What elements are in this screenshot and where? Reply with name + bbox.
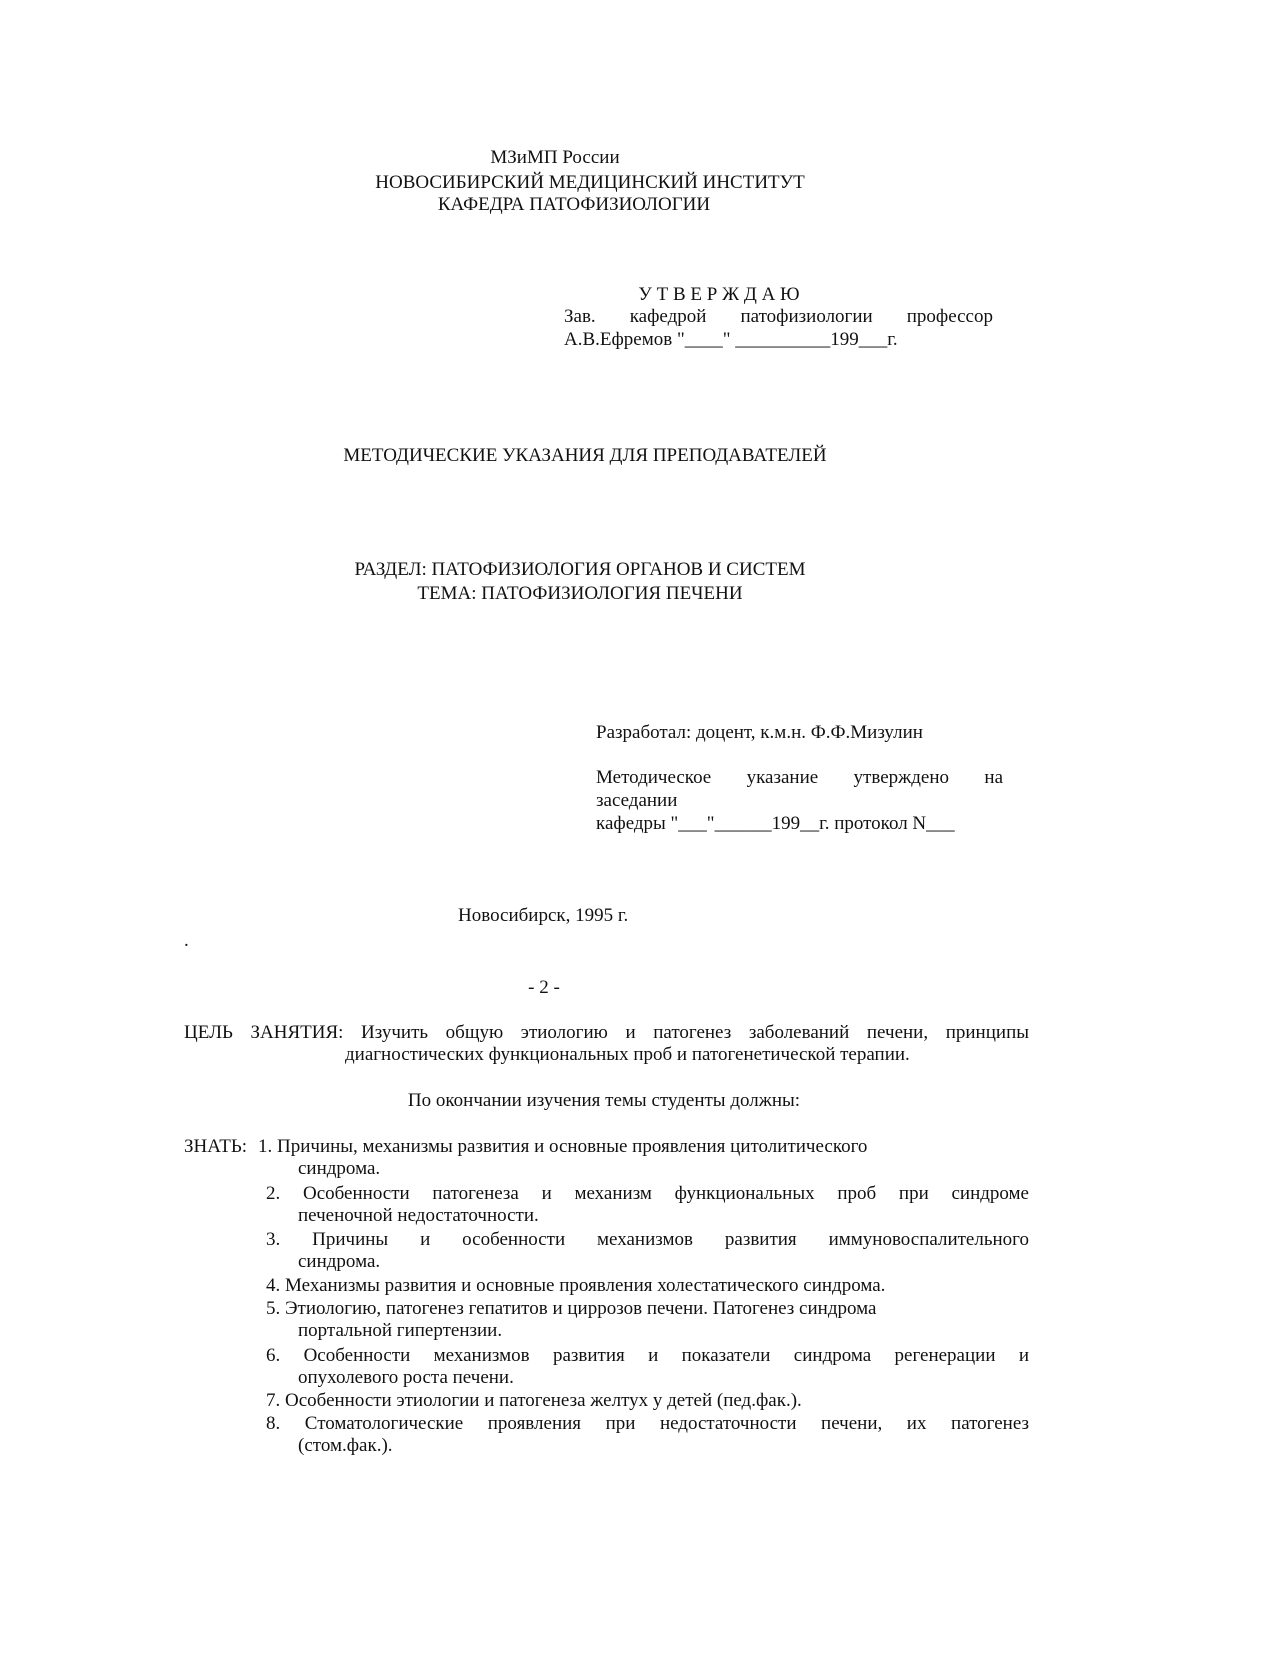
institute-name: НОВОСИБИРСКИЙ МЕДИЦИНСКИЙ ИНСТИТУТ [375,172,805,193]
know-item-8-line-2: (стом.фак.). [298,1435,393,1456]
city-year: Новосибирск, 1995 г. [458,905,629,926]
know-item-8-line-1: 8. Стоматологические проявления при недостаточности печени, их патогенез [266,1413,1029,1434]
know-item-7-line-1: 7. Особенности этиологии и патогенеза желтух у детей (пед.фак.). [266,1390,802,1411]
know-item-1-line-2: синдрома. [298,1158,381,1179]
approved-note-line-3: кафедры "___"______199__г. протокол N___ [596,813,955,834]
know-item-4-line-1: 4. Механизмы развития и основные проявления холестатического синдрома. [266,1275,886,1296]
document-title: МЕТОДИЧЕСКИЕ УКАЗАНИЯ ДЛЯ ПРЕПОДАВАТЕЛЕЙ [343,445,827,466]
after-study-line: По окончании изучения темы студенты должны: [407,1090,801,1111]
know-item-1-line-1: 1. Причины, механизмы развития и основные проявления цитолитического [258,1136,868,1157]
approved-note-line-1: Методическое указание утверждено на [596,767,1003,788]
goal-line-1: ЦЕЛЬ ЗАНЯТИЯ: Изучить общую этиологию и патогенез заболеваний печени, принципы [184,1022,1029,1043]
goal-line-2: диагностических функциональных проб и патогенетической терапии. [345,1044,910,1065]
know-item-6-line-2: опухолевого роста печени. [298,1367,514,1388]
page-number: - 2 - [528,977,560,998]
know-item-2-line-1: 2. Особенности патогенеза и механизм функциональных проб при синдроме [266,1183,1029,1204]
know-label: ЗНАТЬ: [184,1136,248,1157]
approval-line-2: А.В.Ефремов "____" __________199___г. [564,329,898,350]
know-item-2-line-2: печеночной недостаточности. [298,1205,539,1226]
know-item-5-line-1: 5. Этиологию, патогенез гепатитов и циррозов печени. Патогенез синдрома [266,1298,877,1319]
author-line: Разработал: доцент, к.м.н. Ф.Ф.Мизулин [596,722,923,743]
know-item-3-line-1: 3. Причины и особенности механизмов развития иммуновоспалительного [266,1229,1029,1250]
stray-dot: . [184,930,189,951]
approval-title: У Т В Е Р Ж Д А Ю [638,284,800,305]
section-heading: РАЗДЕЛ: ПАТОФИЗИОЛОГИЯ ОРГАНОВ И СИСТЕМ [354,559,806,580]
know-item-6-line-1: 6. Особенности механизмов развития и показатели синдрома регенерации и [266,1345,1029,1366]
know-item-3-line-2: синдрома. [298,1251,381,1272]
department-name: КАФЕДРА ПАТОФИЗИОЛОГИИ [437,194,711,215]
topic-heading: ТЕМА: ПАТОФИЗИОЛОГИЯ ПЕЧЕНИ [417,583,743,604]
approved-note-line-2: заседании [596,790,678,811]
ministry-label: МЗиМП России [490,147,620,168]
approval-line-1: Зав. кафедрой патофизиологии профессор [564,306,993,327]
know-item-5-line-2: портальной гипертензии. [298,1320,503,1341]
